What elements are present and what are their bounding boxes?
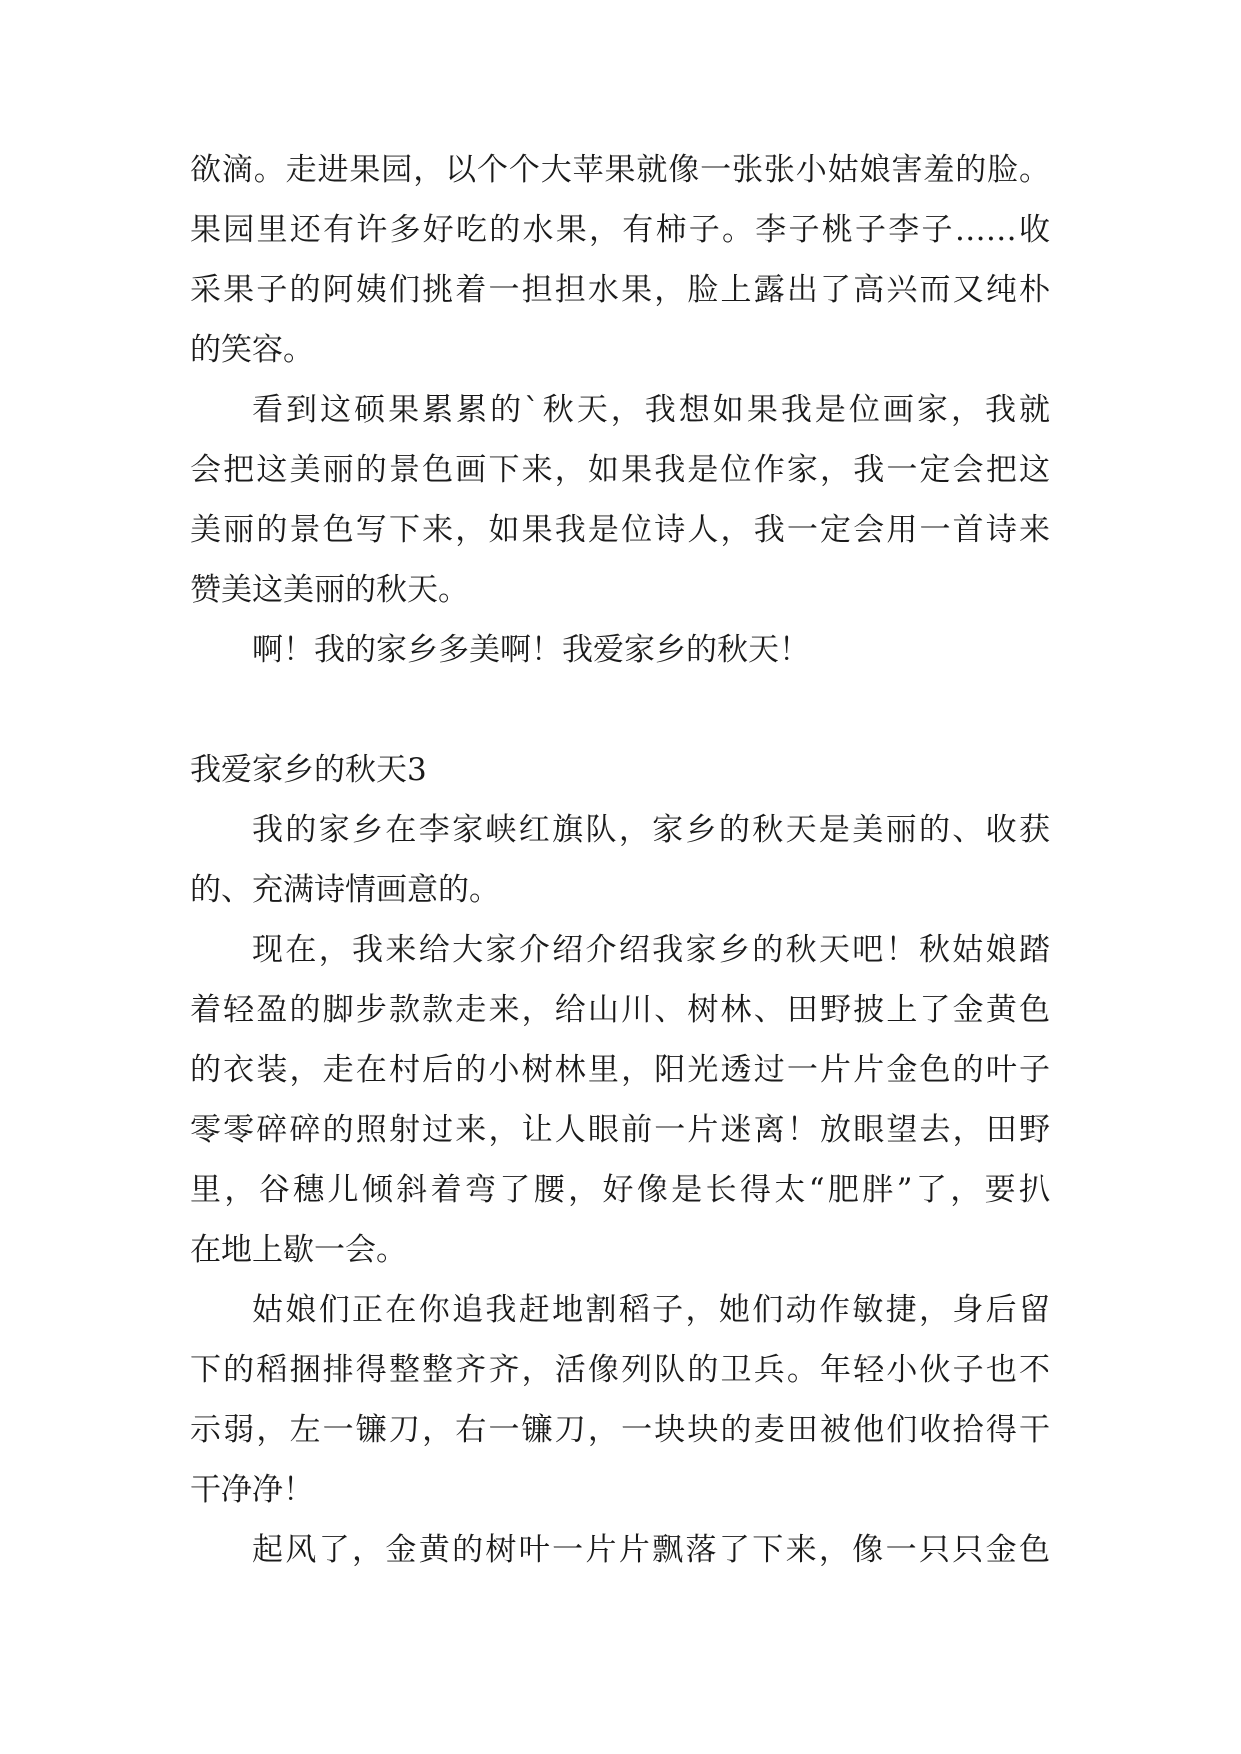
text-line: 看到这硕果累累的`秋天，我想如果我是位画家，我就: [252, 392, 1050, 428]
text-line: 采果子的阿姨们挑着一担担水果，脸上露出了高兴而又纯朴: [190, 272, 1050, 308]
text-line: 啊！我的家乡多美啊！我爱家乡的秋天！: [252, 632, 810, 668]
text-line: 现在，我来给大家介绍介绍我家乡的秋天吧！秋姑娘踏: [252, 932, 1050, 968]
text-line: 里，谷穗儿倾斜着弯了腰，好像是长得太“肥胖”了，要扒: [190, 1172, 1050, 1208]
text-line: 下的稻捆排得整整齐齐，活像列队的卫兵。年轻小伙子也不: [190, 1352, 1050, 1388]
text-line: 赞美这美丽的秋天。: [190, 572, 469, 608]
text-line: 的笑容。: [190, 332, 314, 368]
text-line: 在地上歇一会。: [190, 1232, 407, 1268]
section-title: 我爱家乡的秋天3: [190, 752, 427, 788]
text-line: 美丽的景色写下来，如果我是位诗人，我一定会用一首诗来: [190, 512, 1050, 548]
text-line: 会把这美丽的景色画下来，如果我是位作家，我一定会把这: [190, 452, 1050, 488]
text-line: 欲滴。走进果园，以个个大苹果就像一张张小姑娘害羞的脸。: [190, 152, 1050, 188]
text-line: 零零碎碎的照射过来，让人眼前一片迷离！放眼望去，田野: [190, 1112, 1050, 1148]
text-line: 姑娘们正在你追我赶地割稻子，她们动作敏捷，身后留: [252, 1292, 1050, 1328]
text-line: 的、充满诗情画意的。: [190, 872, 500, 908]
text-line: 我的家乡在李家峡红旗队，家乡的秋天是美丽的、收获: [252, 812, 1050, 848]
text-line: 起风了，金黄的树叶一片片飘落了下来，像一只只金色: [252, 1532, 1050, 1568]
text-line: 示弱，左一镰刀，右一镰刀，一块块的麦田被他们收拾得干: [190, 1412, 1050, 1448]
text-line: 果园里还有许多好吃的水果，有柿子。李子桃子李子……收: [190, 212, 1050, 248]
text-line: 干净净！: [190, 1472, 314, 1508]
text-line: 着轻盈的脚步款款走来，给山川、树林、田野披上了金黄色: [190, 992, 1050, 1028]
text-line: 的衣装，走在村后的小树林里，阳光透过一片片金色的叶子: [190, 1052, 1050, 1088]
